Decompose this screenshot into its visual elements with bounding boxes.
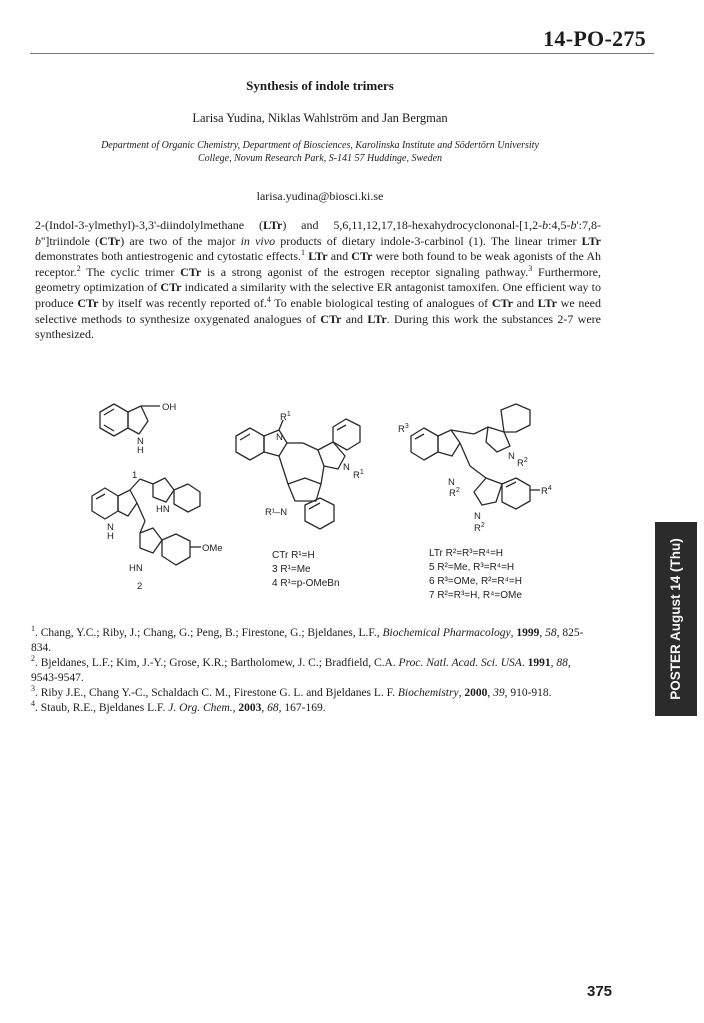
abstract-code: 14-PO-275 xyxy=(543,26,646,51)
email: larisa.yudina@biosci.ki.se xyxy=(256,189,384,203)
oh-label: OH xyxy=(162,402,177,413)
ltr-r4: $R^4$ xyxy=(541,485,552,497)
structure-ltr xyxy=(411,404,540,509)
nh-h-label-1: H xyxy=(137,445,144,456)
abstract-text: 2-(Indol-3-ylmethyl)-3,3'-diindolylmethane (LTr) and 5,6,11,12,17,18-hexahydrocyclononal-[1,2-b:4,5-b':7,8-b'']triindole (CTr) are two of the major in vivo products of dietary indole-3-carbinol (1). The linear trimer LTr demonstrates both antiestrogenic and cytostatic effects.$^1$ LTr and CTr were both found to be weak agonists of the Ah receptor.$^2$ The cyclic trimer CTr is a strong agonist of the estrogen receptor signaling pathway.$^3$ Furthermore, geometry optimization of CTr indicated a similarity with the selective ER antagonist tamoxifen. One efficient way to produce CTr by itself was recently reported of.$^4$ To enable biological testing of analogues of CTr and LTr we need selective methods to synthesize oxygenated analogues of CTr and LTr. During this work the substances 2-7 were synthesized. xyxy=(35,218,602,342)
ltr-r2-bottom: $R^2$ xyxy=(474,522,485,534)
ctr-caption-3: 4 R¹=p-OMeBn xyxy=(272,578,340,589)
references xyxy=(31,626,597,716)
compound-2-number: 2 xyxy=(137,581,143,592)
compound-1-number: 1 xyxy=(132,470,138,481)
structure-1 xyxy=(100,404,160,436)
ctr-r1-right: $R^1$ xyxy=(353,469,364,481)
ctr-n-top: N xyxy=(276,432,283,443)
ltr-caption-1: LTr R²=R³=R⁴=H xyxy=(429,548,504,559)
ctr-n-right: N xyxy=(343,462,350,473)
hn-label-2b: HN xyxy=(129,563,143,574)
nh-h-label-2: H xyxy=(107,531,114,542)
ltr-r3: $R^3$ xyxy=(398,423,409,435)
ltr-caption-3: 6 R³=OMe, R²=R⁴=H xyxy=(429,576,522,587)
ome-label-2: OMe xyxy=(202,543,223,554)
reference-1: $^1$. Chang, Y.C.; Riby, J.; Chang, G.; Peng, B.; Firestone, G.; Bjeldanes, L.F., Biochemical Pharmacology, 1999, 58, 825-834. xyxy=(31,624,584,654)
ltr-n-mid: N xyxy=(448,477,455,488)
affiliation-line-1: Department of Organic Chemistry, Department of Biosciences, Karolinska Institute and Södertörn University xyxy=(101,140,539,151)
nh-label-1: N xyxy=(137,436,144,447)
reference-2: $^2$. Bjeldanes, L.F.; Kim, J.-Y.; Grose, K.R.; Bartholomew, J. C.; Bradfield, C.A. Proc. Natl. Acad. Sci. USA. 1991, 88, 9543-9547. xyxy=(31,654,571,684)
ctr-caption-2: 3 R¹=Me xyxy=(272,564,311,575)
ltr-r2-top: $R^2$ xyxy=(517,457,528,469)
reference-3: $^3$. Riby J.E., Chang Y.-C., Schaldach C. M., Firestone G. L. and Bjeldanes L. F. Biochemistry, 2000, 39, 910-918. xyxy=(31,684,552,699)
hn-label-2a: HN xyxy=(156,504,170,515)
ltr-n-bottom: N xyxy=(474,511,481,522)
authors: Larisa Yudina, Niklas Wahlström and Jan Bergman xyxy=(192,111,448,125)
ltr-r2-mid: $R^2$ xyxy=(449,487,460,499)
reference-4: $^4$. Staub, R.E., Bjeldanes L.F. J. Org. Chem., 2003, 68, 167-169. xyxy=(31,699,326,714)
ctr-r1-left: R¹–N xyxy=(265,507,288,518)
ltr-n-top: N xyxy=(508,451,515,462)
nh-label-2: N xyxy=(107,522,114,533)
poster-side-tab-label: POSTER August 14 (Thu) xyxy=(668,538,683,700)
ctr-caption-1: CTr R¹=H xyxy=(272,550,315,561)
page-number: 375 xyxy=(587,983,613,1000)
ltr-caption-4: 7 R²=R³=H, R⁴=OMe xyxy=(429,590,522,601)
paper-title: Synthesis of indole trimers xyxy=(246,78,394,93)
ctr-r1-top: $R^1$ xyxy=(280,411,291,423)
structure-ctr xyxy=(236,419,360,529)
ltr-caption-2: 5 R²=Me, R³=R⁴=H xyxy=(429,562,515,573)
affiliation-line-2: College, Novum Research Park, S-141 57 Huddinge, Sweden xyxy=(197,153,443,164)
